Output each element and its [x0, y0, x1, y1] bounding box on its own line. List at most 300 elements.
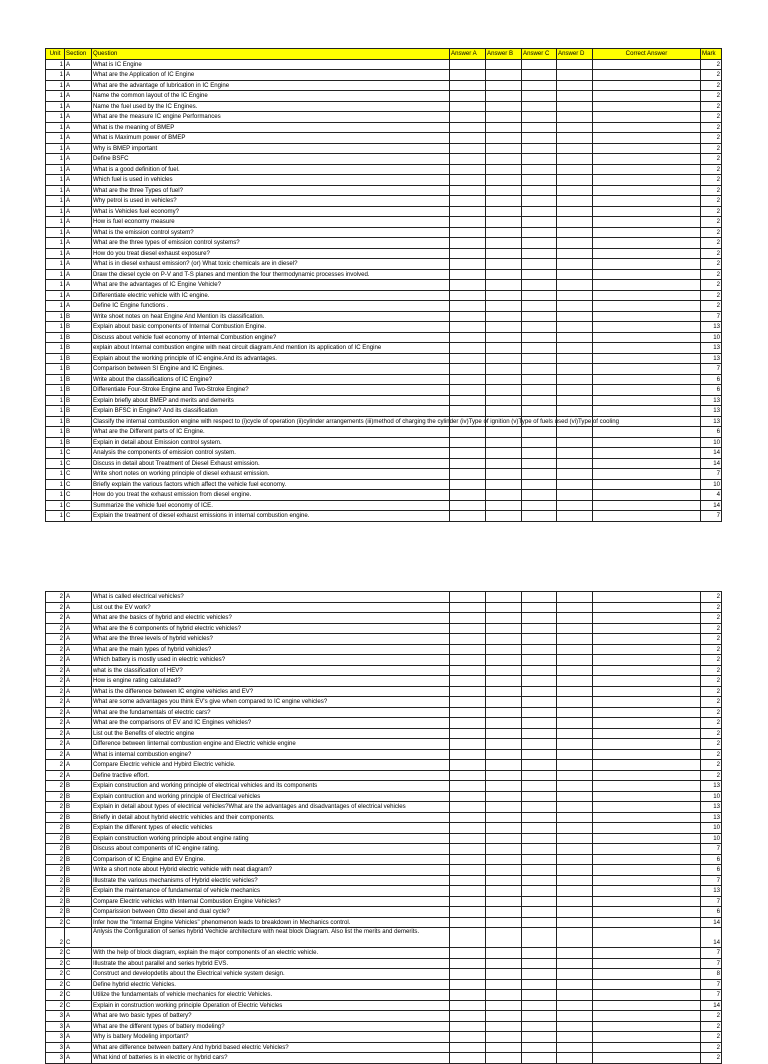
answer-a-cell[interactable] — [450, 686, 486, 697]
unit-cell[interactable]: 1 — [46, 395, 65, 406]
answer-d-cell[interactable] — [557, 490, 593, 501]
question-cell[interactable]: Explain contruction and working principle of Electrical vehicles — [92, 791, 450, 802]
correct-answer-cell[interactable] — [593, 613, 701, 624]
answer-d-cell[interactable] — [557, 802, 593, 813]
answer-d-cell[interactable] — [557, 91, 593, 102]
unit-cell[interactable]: 2 — [46, 770, 65, 781]
question-cell[interactable]: Anlysis the Configuration of series hybrid Vechicle architecture with neat block Diagram. Also list the merits and demerits. — [92, 928, 450, 948]
answer-c-cell[interactable] — [522, 1011, 557, 1022]
answer-c-cell[interactable] — [522, 458, 557, 469]
answer-b-cell[interactable] — [486, 655, 522, 666]
mark-cell[interactable]: 2 — [701, 676, 722, 687]
correct-answer-cell[interactable] — [593, 875, 701, 886]
section-cell[interactable]: B — [65, 364, 92, 375]
unit-cell[interactable]: 2 — [46, 896, 65, 907]
answer-b-cell[interactable] — [486, 511, 522, 522]
answer-d-cell[interactable] — [557, 613, 593, 624]
answer-a-cell[interactable] — [450, 979, 486, 990]
section-cell[interactable]: C — [65, 479, 92, 490]
question-cell[interactable]: Explain the maintenance of fundamental of vehicle mechanics — [92, 886, 450, 897]
answer-c-cell[interactable] — [522, 707, 557, 718]
mark-cell[interactable]: 2 — [701, 760, 722, 771]
correct-answer-cell[interactable] — [593, 490, 701, 501]
answer-a-cell[interactable] — [450, 812, 486, 823]
correct-answer-cell[interactable] — [593, 290, 701, 301]
answer-c-cell[interactable] — [522, 311, 557, 322]
question-cell[interactable]: Why is battery Modeling important? — [92, 1032, 450, 1043]
answer-a-cell[interactable] — [450, 458, 486, 469]
answer-a-cell[interactable] — [450, 59, 486, 70]
answer-a-cell[interactable] — [450, 676, 486, 687]
answer-a-cell[interactable] — [450, 112, 486, 123]
question-cell[interactable]: Define BSFC — [92, 154, 450, 165]
mark-cell[interactable]: 2 — [701, 217, 722, 228]
correct-answer-cell[interactable] — [593, 1011, 701, 1022]
unit-cell[interactable]: 2 — [46, 979, 65, 990]
answer-d-cell[interactable] — [557, 217, 593, 228]
correct-answer-cell[interactable] — [593, 886, 701, 897]
section-cell[interactable]: B — [65, 802, 92, 813]
mark-cell[interactable]: 2 — [701, 707, 722, 718]
correct-answer-cell[interactable] — [593, 395, 701, 406]
answer-a-cell[interactable] — [450, 490, 486, 501]
answer-a-cell[interactable] — [450, 770, 486, 781]
section-cell[interactable]: B — [65, 854, 92, 865]
answer-b-cell[interactable] — [486, 353, 522, 364]
answer-b-cell[interactable] — [486, 1042, 522, 1053]
unit-cell[interactable]: 2 — [46, 655, 65, 666]
question-cell[interactable]: How do you treat the exhaust emission from diesel engine. — [92, 490, 450, 501]
answer-a-cell[interactable] — [450, 948, 486, 959]
correct-answer-cell[interactable] — [593, 196, 701, 207]
answer-a-cell[interactable] — [450, 760, 486, 771]
unit-cell[interactable]: 3 — [46, 1011, 65, 1022]
unit-cell[interactable]: 1 — [46, 112, 65, 123]
correct-answer-cell[interactable] — [593, 718, 701, 729]
answer-c-cell[interactable] — [522, 374, 557, 385]
section-cell[interactable]: B — [65, 896, 92, 907]
answer-b-cell[interactable] — [486, 206, 522, 217]
answer-b-cell[interactable] — [486, 979, 522, 990]
answer-d-cell[interactable] — [557, 707, 593, 718]
question-cell[interactable]: What are the comparisons of EV and IC Engines vehicles? — [92, 718, 450, 729]
unit-cell[interactable]: 2 — [46, 623, 65, 634]
mark-cell[interactable]: 14 — [701, 448, 722, 459]
question-cell[interactable]: Explain construction and working principle of electrical vehicles and its components — [92, 781, 450, 792]
mark-cell[interactable]: 13 — [701, 781, 722, 792]
correct-answer-cell[interactable] — [593, 511, 701, 522]
unit-cell[interactable]: 1 — [46, 364, 65, 375]
answer-d-cell[interactable] — [557, 448, 593, 459]
answer-d-cell[interactable] — [557, 1011, 593, 1022]
section-cell[interactable]: C — [65, 917, 92, 928]
answer-b-cell[interactable] — [486, 301, 522, 312]
mark-cell[interactable]: 2 — [701, 154, 722, 165]
question-cell[interactable]: What are the three levels of hybrid vehicles? — [92, 634, 450, 645]
answer-a-cell[interactable] — [450, 311, 486, 322]
mark-cell[interactable]: 7 — [701, 958, 722, 969]
correct-answer-cell[interactable] — [593, 969, 701, 980]
correct-answer-cell[interactable] — [593, 112, 701, 123]
unit-cell[interactable]: 2 — [46, 760, 65, 771]
answer-c-cell[interactable] — [522, 739, 557, 750]
correct-answer-cell[interactable] — [593, 133, 701, 144]
mark-cell[interactable]: 13 — [701, 416, 722, 427]
answer-d-cell[interactable] — [557, 469, 593, 480]
answer-b-cell[interactable] — [486, 1000, 522, 1011]
answer-d-cell[interactable] — [557, 844, 593, 855]
answer-a-cell[interactable] — [450, 248, 486, 259]
unit-cell[interactable]: 3 — [46, 1032, 65, 1043]
answer-a-cell[interactable] — [450, 374, 486, 385]
section-cell[interactable]: A — [65, 1042, 92, 1053]
mark-cell[interactable]: 2 — [701, 269, 722, 280]
answer-b-cell[interactable] — [486, 958, 522, 969]
section-cell[interactable]: A — [65, 728, 92, 739]
answer-b-cell[interactable] — [486, 928, 522, 948]
section-cell[interactable]: A — [65, 91, 92, 102]
unit-cell[interactable]: 2 — [46, 749, 65, 760]
section-cell[interactable]: A — [65, 623, 92, 634]
question-cell[interactable]: Which fuel is used in vehicles — [92, 175, 450, 186]
answer-b-cell[interactable] — [486, 185, 522, 196]
answer-b-cell[interactable] — [486, 269, 522, 280]
correct-answer-cell[interactable] — [593, 665, 701, 676]
unit-cell[interactable]: 2 — [46, 592, 65, 603]
answer-a-cell[interactable] — [450, 1042, 486, 1053]
answer-a-cell[interactable] — [450, 886, 486, 897]
header-unit[interactable]: Unit — [46, 49, 65, 60]
answer-a-cell[interactable] — [450, 91, 486, 102]
section-cell[interactable]: A — [65, 217, 92, 228]
mark-cell[interactable]: 10 — [701, 437, 722, 448]
answer-c-cell[interactable] — [522, 143, 557, 154]
correct-answer-cell[interactable] — [593, 928, 701, 948]
unit-cell[interactable]: 1 — [46, 164, 65, 175]
correct-answer-cell[interactable] — [593, 823, 701, 834]
answer-a-cell[interactable] — [450, 80, 486, 91]
unit-cell[interactable]: 1 — [46, 154, 65, 165]
answer-d-cell[interactable] — [557, 385, 593, 396]
answer-b-cell[interactable] — [486, 833, 522, 844]
unit-cell[interactable]: 2 — [46, 739, 65, 750]
answer-d-cell[interactable] — [557, 511, 593, 522]
unit-cell[interactable]: 1 — [46, 143, 65, 154]
section-cell[interactable]: B — [65, 385, 92, 396]
mark-cell[interactable]: 2 — [701, 686, 722, 697]
correct-answer-cell[interactable] — [593, 844, 701, 855]
answer-a-cell[interactable] — [450, 1000, 486, 1011]
answer-b-cell[interactable] — [486, 427, 522, 438]
mark-cell[interactable]: 2 — [701, 644, 722, 655]
unit-cell[interactable]: 2 — [46, 697, 65, 708]
question-cell[interactable]: Briefly in detail about hybrid electric vehicles and their components. — [92, 812, 450, 823]
mark-cell[interactable]: 2 — [701, 259, 722, 270]
unit-cell[interactable]: 2 — [46, 948, 65, 959]
answer-c-cell[interactable] — [522, 469, 557, 480]
section-cell[interactable]: B — [65, 886, 92, 897]
section-cell[interactable]: A — [65, 227, 92, 238]
answer-a-cell[interactable] — [450, 907, 486, 918]
correct-answer-cell[interactable] — [593, 770, 701, 781]
answer-a-cell[interactable] — [450, 185, 486, 196]
answer-d-cell[interactable] — [557, 1053, 593, 1064]
section-cell[interactable]: B — [65, 427, 92, 438]
mark-cell[interactable]: 10 — [701, 791, 722, 802]
answer-c-cell[interactable] — [522, 749, 557, 760]
header-mark[interactable]: Mark — [701, 49, 722, 60]
question-cell[interactable]: Comparison of IC Engine and EV Engine. — [92, 854, 450, 865]
answer-d-cell[interactable] — [557, 602, 593, 613]
mark-cell[interactable]: 13 — [701, 812, 722, 823]
mark-cell[interactable]: 8 — [701, 969, 722, 980]
answer-a-cell[interactable] — [450, 896, 486, 907]
correct-answer-cell[interactable] — [593, 865, 701, 876]
answer-d-cell[interactable] — [557, 122, 593, 133]
answer-d-cell[interactable] — [557, 343, 593, 354]
question-cell[interactable]: What are the main types of hybrid vehicles? — [92, 644, 450, 655]
unit-cell[interactable]: 1 — [46, 122, 65, 133]
answer-c-cell[interactable] — [522, 655, 557, 666]
question-cell[interactable]: Infer how the "Internal Engine Vehicles" phenomenon leads to breakdown in Mechanics control. — [92, 917, 450, 928]
section-cell[interactable]: C — [65, 969, 92, 980]
answer-a-cell[interactable] — [450, 1021, 486, 1032]
answer-b-cell[interactable] — [486, 697, 522, 708]
correct-answer-cell[interactable] — [593, 917, 701, 928]
answer-c-cell[interactable] — [522, 185, 557, 196]
answer-b-cell[interactable] — [486, 217, 522, 228]
unit-cell[interactable]: 2 — [46, 791, 65, 802]
correct-answer-cell[interactable] — [593, 812, 701, 823]
mark-cell[interactable]: 2 — [701, 112, 722, 123]
answer-d-cell[interactable] — [557, 406, 593, 417]
answer-a-cell[interactable] — [450, 133, 486, 144]
correct-answer-cell[interactable] — [593, 644, 701, 655]
answer-c-cell[interactable] — [522, 844, 557, 855]
answer-b-cell[interactable] — [486, 896, 522, 907]
question-cell[interactable]: List out the EV work? — [92, 602, 450, 613]
answer-c-cell[interactable] — [522, 175, 557, 186]
answer-c-cell[interactable] — [522, 332, 557, 343]
question-cell[interactable]: What are the three Types of fuel? — [92, 185, 450, 196]
answer-b-cell[interactable] — [486, 374, 522, 385]
answer-c-cell[interactable] — [522, 823, 557, 834]
answer-c-cell[interactable] — [522, 958, 557, 969]
section-cell[interactable]: A — [65, 133, 92, 144]
unit-cell[interactable]: 3 — [46, 1042, 65, 1053]
answer-d-cell[interactable] — [557, 374, 593, 385]
answer-a-cell[interactable] — [450, 634, 486, 645]
answer-b-cell[interactable] — [486, 802, 522, 813]
section-cell[interactable]: C — [65, 1000, 92, 1011]
mark-cell[interactable]: 2 — [701, 634, 722, 645]
answer-b-cell[interactable] — [486, 332, 522, 343]
mark-cell[interactable]: 14 — [701, 917, 722, 928]
question-cell[interactable]: What is Vehicles fuel economy? — [92, 206, 450, 217]
section-cell[interactable]: B — [65, 812, 92, 823]
answer-c-cell[interactable] — [522, 979, 557, 990]
question-cell[interactable]: Define hybrid electric Vehicles. — [92, 979, 450, 990]
section-cell[interactable]: C — [65, 500, 92, 511]
answer-a-cell[interactable] — [450, 802, 486, 813]
correct-answer-cell[interactable] — [593, 101, 701, 112]
question-cell[interactable]: Explain in construction working principle Operation of Electric Vehicles — [92, 1000, 450, 1011]
question-cell[interactable]: What is the difference between IC engine vehicles and EV? — [92, 686, 450, 697]
answer-d-cell[interactable] — [557, 917, 593, 928]
answer-d-cell[interactable] — [557, 676, 593, 687]
section-cell[interactable]: B — [65, 844, 92, 855]
answer-d-cell[interactable] — [557, 59, 593, 70]
answer-d-cell[interactable] — [557, 644, 593, 655]
question-cell[interactable]: What are the three types of emission control systems? — [92, 238, 450, 249]
section-cell[interactable]: B — [65, 875, 92, 886]
answer-c-cell[interactable] — [522, 80, 557, 91]
answer-d-cell[interactable] — [557, 948, 593, 959]
section-cell[interactable]: A — [65, 101, 92, 112]
question-cell[interactable]: Explain the treatment of diesel exhaust emissions in internal combustion engine. — [92, 511, 450, 522]
answer-c-cell[interactable] — [522, 196, 557, 207]
mark-cell[interactable]: 6 — [701, 865, 722, 876]
section-cell[interactable]: A — [65, 259, 92, 270]
unit-cell[interactable]: 2 — [46, 665, 65, 676]
answer-d-cell[interactable] — [557, 112, 593, 123]
answer-d-cell[interactable] — [557, 739, 593, 750]
correct-answer-cell[interactable] — [593, 791, 701, 802]
correct-answer-cell[interactable] — [593, 385, 701, 396]
answer-a-cell[interactable] — [450, 969, 486, 980]
header-section[interactable]: Section — [65, 49, 92, 60]
unit-cell[interactable]: 2 — [46, 1000, 65, 1011]
answer-c-cell[interactable] — [522, 990, 557, 1001]
section-cell[interactable]: B — [65, 406, 92, 417]
answer-a-cell[interactable] — [450, 739, 486, 750]
answer-a-cell[interactable] — [450, 364, 486, 375]
section-cell[interactable]: A — [65, 665, 92, 676]
unit-cell[interactable]: 2 — [46, 823, 65, 834]
answer-b-cell[interactable] — [486, 70, 522, 81]
question-cell[interactable]: What is in diesel exhaust emission? (or) What toxic chemicals are in diesel? — [92, 259, 450, 270]
mark-cell[interactable]: 2 — [701, 1011, 722, 1022]
mark-cell[interactable]: 7 — [701, 896, 722, 907]
correct-answer-cell[interactable] — [593, 259, 701, 270]
answer-c-cell[interactable] — [522, 301, 557, 312]
answer-a-cell[interactable] — [450, 427, 486, 438]
answer-a-cell[interactable] — [450, 122, 486, 133]
question-cell[interactable]: Compare Electric vehicle and Hybird Electric vehicle. — [92, 760, 450, 771]
question-cell[interactable]: Comparison between SI Engine and IC Engines. — [92, 364, 450, 375]
question-cell[interactable]: How do you treat diesel exhaust exposure? — [92, 248, 450, 259]
question-cell[interactable]: Differentiate Four-Stroke Engine and Two-Stroke Engine? — [92, 385, 450, 396]
mark-cell[interactable]: 2 — [701, 623, 722, 634]
answer-a-cell[interactable] — [450, 592, 486, 603]
unit-cell[interactable]: 1 — [46, 101, 65, 112]
mark-cell[interactable]: 7 — [701, 990, 722, 1001]
section-cell[interactable]: A — [65, 592, 92, 603]
question-cell[interactable]: Compare Electric vehicles with Internal Combustion Engine Vehicles? — [92, 896, 450, 907]
unit-cell[interactable]: 2 — [46, 707, 65, 718]
unit-cell[interactable]: 1 — [46, 385, 65, 396]
unit-cell[interactable]: 1 — [46, 458, 65, 469]
answer-d-cell[interactable] — [557, 290, 593, 301]
answer-b-cell[interactable] — [486, 437, 522, 448]
correct-answer-cell[interactable] — [593, 91, 701, 102]
answer-b-cell[interactable] — [486, 490, 522, 501]
unit-cell[interactable]: 1 — [46, 311, 65, 322]
question-cell[interactable]: Name the fuel used by the IC Engines. — [92, 101, 450, 112]
answer-d-cell[interactable] — [557, 907, 593, 918]
answer-d-cell[interactable] — [557, 833, 593, 844]
header-answer-a[interactable]: Answer A — [450, 49, 486, 60]
section-cell[interactable]: B — [65, 865, 92, 876]
section-cell[interactable]: C — [65, 990, 92, 1001]
answer-c-cell[interactable] — [522, 602, 557, 613]
answer-c-cell[interactable] — [522, 676, 557, 687]
answer-c-cell[interactable] — [522, 269, 557, 280]
unit-cell[interactable]: 1 — [46, 248, 65, 259]
answer-c-cell[interactable] — [522, 122, 557, 133]
answer-a-cell[interactable] — [450, 164, 486, 175]
mark-cell[interactable]: 7 — [701, 469, 722, 480]
answer-a-cell[interactable] — [450, 227, 486, 238]
section-cell[interactable]: B — [65, 395, 92, 406]
answer-d-cell[interactable] — [557, 500, 593, 511]
unit-cell[interactable]: 2 — [46, 781, 65, 792]
unit-cell[interactable]: 1 — [46, 301, 65, 312]
answer-a-cell[interactable] — [450, 70, 486, 81]
question-cell[interactable]: Discuss about components of IC engine rating. — [92, 844, 450, 855]
mark-cell[interactable]: 6 — [701, 907, 722, 918]
question-cell[interactable]: Construct and developdetils about the Electrical vehicle system design. — [92, 969, 450, 980]
answer-b-cell[interactable] — [486, 907, 522, 918]
unit-cell[interactable]: 2 — [46, 928, 65, 948]
answer-b-cell[interactable] — [486, 812, 522, 823]
correct-answer-cell[interactable] — [593, 760, 701, 771]
answer-b-cell[interactable] — [486, 101, 522, 112]
question-cell[interactable]: Differentiate electric vehicle with IC engine. — [92, 290, 450, 301]
answer-a-cell[interactable] — [450, 206, 486, 217]
answer-b-cell[interactable] — [486, 364, 522, 375]
answer-d-cell[interactable] — [557, 143, 593, 154]
unit-cell[interactable]: 1 — [46, 490, 65, 501]
mark-cell[interactable]: 2 — [701, 655, 722, 666]
answer-d-cell[interactable] — [557, 875, 593, 886]
answer-b-cell[interactable] — [486, 227, 522, 238]
answer-b-cell[interactable] — [486, 634, 522, 645]
answer-a-cell[interactable] — [450, 665, 486, 676]
mark-cell[interactable]: 2 — [701, 1021, 722, 1032]
answer-a-cell[interactable] — [450, 175, 486, 186]
answer-d-cell[interactable] — [557, 101, 593, 112]
mark-cell[interactable]: 13 — [701, 406, 722, 417]
answer-d-cell[interactable] — [557, 896, 593, 907]
answer-b-cell[interactable] — [486, 500, 522, 511]
answer-b-cell[interactable] — [486, 248, 522, 259]
answer-d-cell[interactable] — [557, 133, 593, 144]
question-cell[interactable]: Define tractive effort. — [92, 770, 450, 781]
correct-answer-cell[interactable] — [593, 437, 701, 448]
answer-d-cell[interactable] — [557, 697, 593, 708]
answer-a-cell[interactable] — [450, 437, 486, 448]
correct-answer-cell[interactable] — [593, 280, 701, 291]
unit-cell[interactable]: 1 — [46, 416, 65, 427]
answer-b-cell[interactable] — [486, 990, 522, 1001]
section-cell[interactable]: A — [65, 676, 92, 687]
correct-answer-cell[interactable] — [593, 958, 701, 969]
correct-answer-cell[interactable] — [593, 80, 701, 91]
correct-answer-cell[interactable] — [593, 353, 701, 364]
answer-a-cell[interactable] — [450, 500, 486, 511]
answer-b-cell[interactable] — [486, 791, 522, 802]
